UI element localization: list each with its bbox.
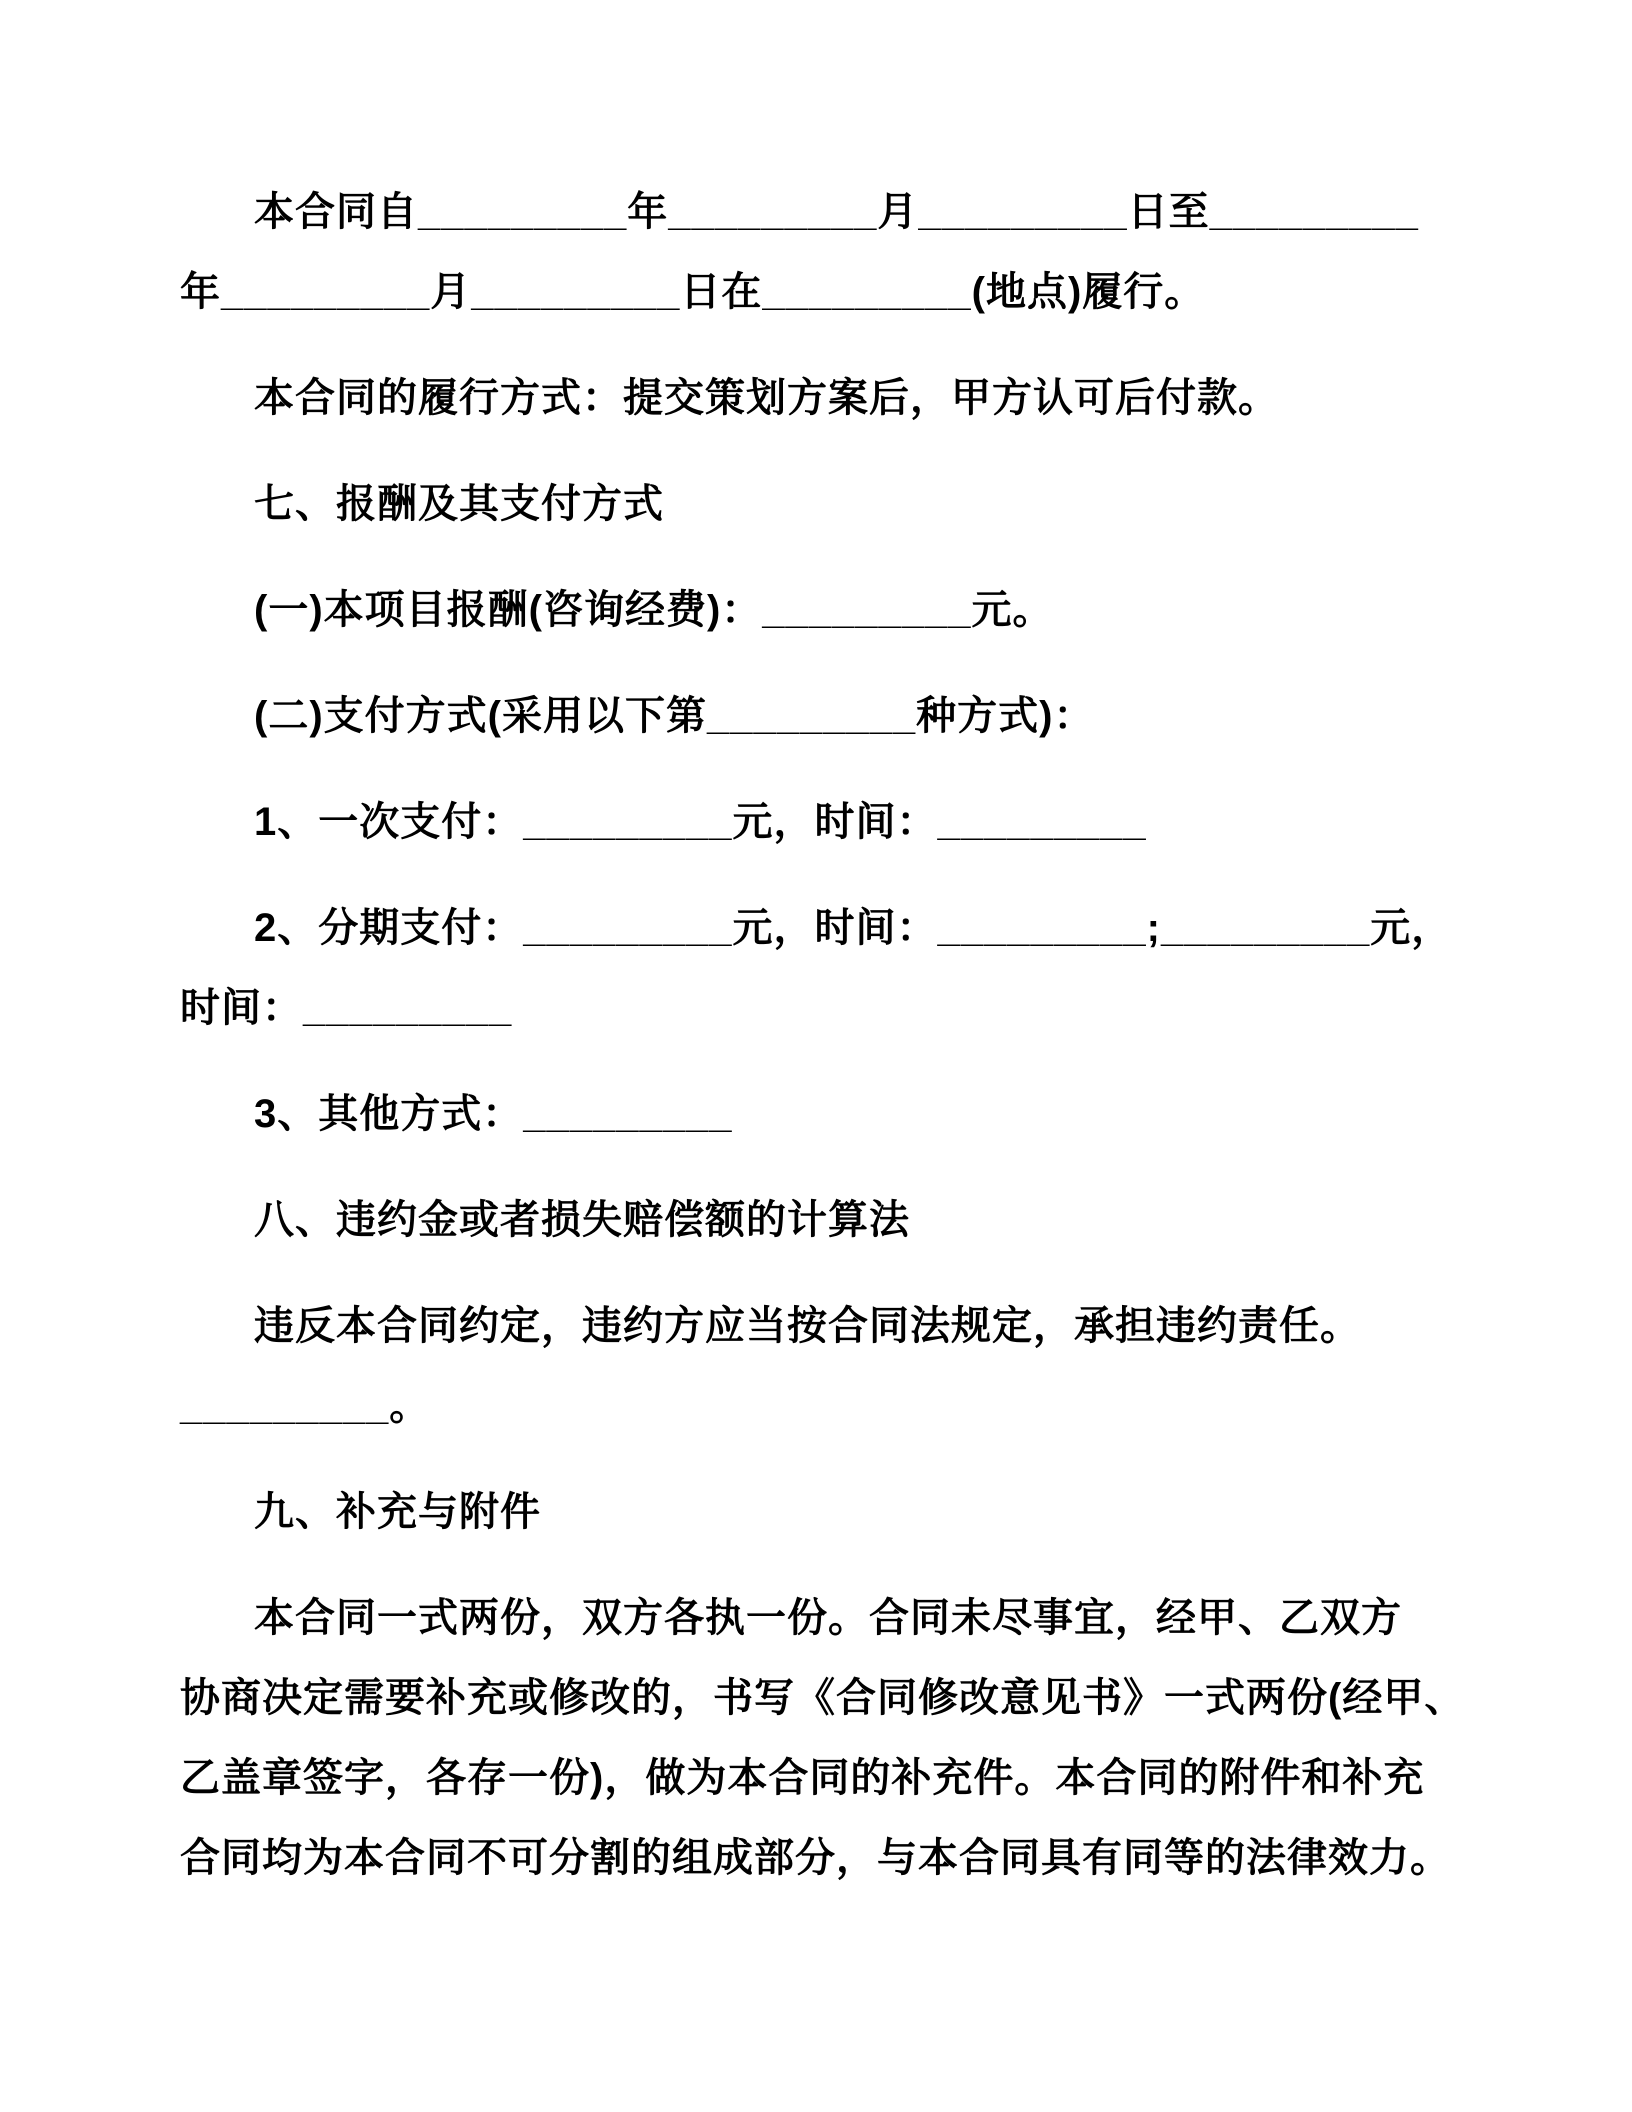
performance-method-line: 本合同的履行方式：提交策划方案后，甲方认可后付款。 [254, 376, 1279, 420]
supplement-clause-line-4: 合同均为本合同不可分割的组成部分，与本合同具有同等的法律效力。 [180, 1836, 1451, 1880]
payment-option-3-line: 3、其他方式：_________ [254, 1092, 733, 1136]
contract-duration-line-2: 年_________月_________日在_________(地点)履行。 [180, 270, 1206, 314]
payment-option-2-line-2: 时间：_________ [180, 986, 513, 1030]
payment-method-line: (二)支付方式(采用以下第_________种方式)： [254, 694, 1095, 738]
breach-liability-line-1: 违反本合同约定，违约方应当按合同法规定，承担违约责任。 [254, 1304, 1361, 1348]
section-heading-seven: 七、报酬及其支付方式 [254, 482, 664, 526]
supplement-clause-line-2: 协商决定需要补充或修改的，书写《合同修改意见书》一式两份(经甲、 [180, 1676, 1466, 1720]
payment-option-1-line: 1、一次支付：_________元，时间：_________ [254, 800, 1147, 844]
section-heading-eight: 八、违约金或者损失赔偿额的计算法 [254, 1198, 910, 1242]
section-heading-nine: 九、补充与附件 [254, 1490, 541, 1534]
contract-duration-line-1: 本合同自_________年_________月_________日至_________ [254, 190, 1419, 234]
payment-option-2-line-1: 2、分期支付：_________元，时间：_________;_________元， [254, 906, 1453, 950]
breach-liability-line-2: _________。 [180, 1384, 431, 1428]
supplement-clause-line-3: 乙盖章签字，各存一份)，做为本合同的补充件。本合同的附件和补充 [180, 1756, 1425, 1800]
project-fee-line: (一)本项目报酬(咨询经费)：_________元。 [254, 588, 1054, 632]
supplement-clause-line-1: 本合同一式两份，双方各执一份。合同未尽事宜，经甲、乙双方 [254, 1596, 1402, 1640]
